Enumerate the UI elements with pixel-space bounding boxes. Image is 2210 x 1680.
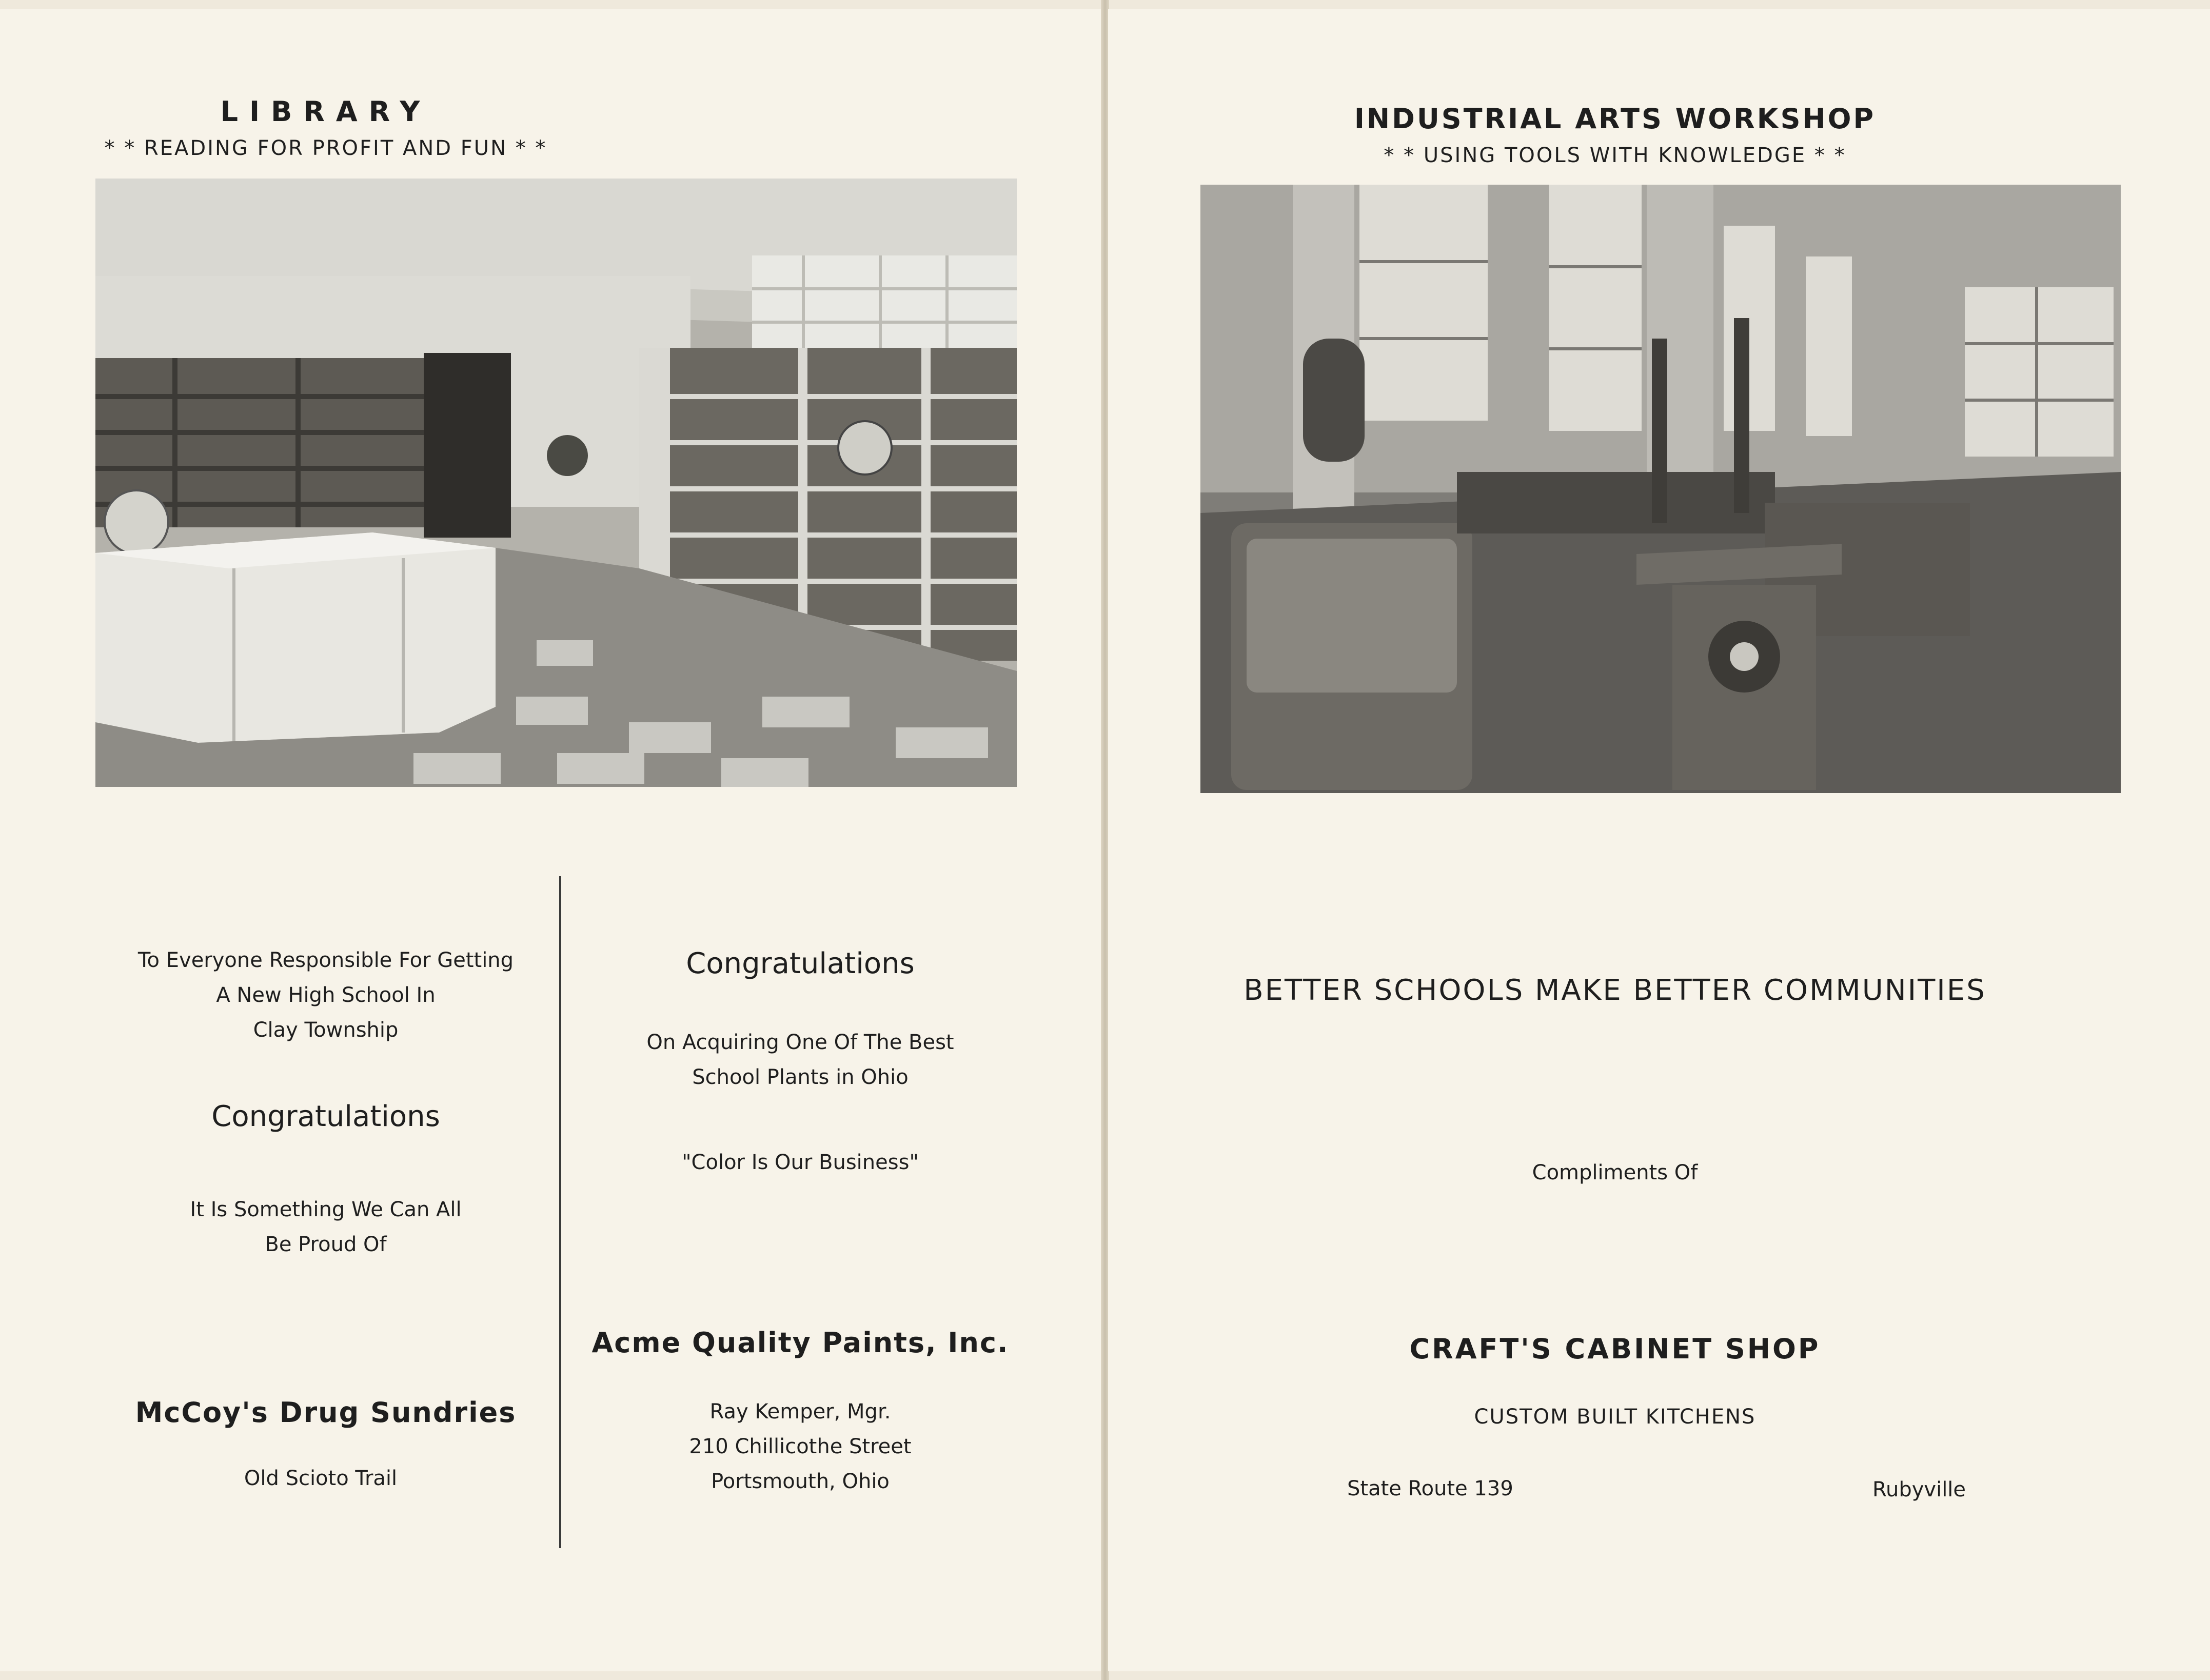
craft-tagline: CUSTOM BUILT KITCHENS <box>1474 1405 1756 1429</box>
mccoy-line3: Clay Township <box>253 1018 399 1042</box>
workshop-subtitle: * * USING TOOLS WITH KNOWLEDGE * * <box>1384 144 1846 167</box>
right-page <box>1108 9 2210 1671</box>
acme-street: 210 Chillicothe Street <box>689 1435 912 1458</box>
mccoy-line1: To Everyone Responsible For Getting <box>137 948 514 972</box>
mccoy-address: Old Scioto Trail <box>244 1467 398 1490</box>
acme-manager: Ray Kemper, Mgr. <box>709 1400 891 1424</box>
mccoy-line4: It Is Something We Can All <box>190 1198 462 1221</box>
mccoy-business-name: McCoy's Drug Sundries <box>135 1396 517 1429</box>
acme-business-name: Acme Quality Paints, Inc. <box>591 1327 1009 1359</box>
left-page <box>0 9 1102 1671</box>
mccoy-line2: A New High School In <box>216 983 436 1007</box>
library-photo <box>95 179 1017 787</box>
acme-congratulations: Congratulations <box>686 947 915 980</box>
craft-compliments: Compliments Of <box>1532 1161 1698 1184</box>
acme-slogan: "Color Is Our Business" <box>682 1151 919 1174</box>
craft-headline: BETTER SCHOOLS MAKE BETTER COMMUNITIES <box>1244 974 1986 1007</box>
craft-address-left: State Route 139 <box>1347 1477 1513 1500</box>
workshop-title: INDUSTRIAL ARTS WORKSHOP <box>1354 103 1876 135</box>
acme-city: Portsmouth, Ohio <box>711 1470 890 1493</box>
craft-business-name: CRAFT'S CABINET SHOP <box>1409 1333 1821 1365</box>
craft-address-right: Rubyville <box>1872 1478 1966 1501</box>
mccoy-line5: Be Proud Of <box>265 1233 387 1256</box>
acme-line2: School Plants in Ohio <box>692 1065 909 1089</box>
library-title: LIBRARY <box>220 95 431 128</box>
workshop-photo <box>1200 185 2121 793</box>
mccoy-congratulations: Congratulations <box>211 1100 440 1133</box>
library-subtitle: * * READING FOR PROFIT AND FUN * * <box>104 136 547 160</box>
library-photo-icon <box>95 179 1017 787</box>
workshop-photo-icon <box>1200 185 2121 793</box>
acme-line1: On Acquiring One Of The Best <box>646 1031 954 1054</box>
